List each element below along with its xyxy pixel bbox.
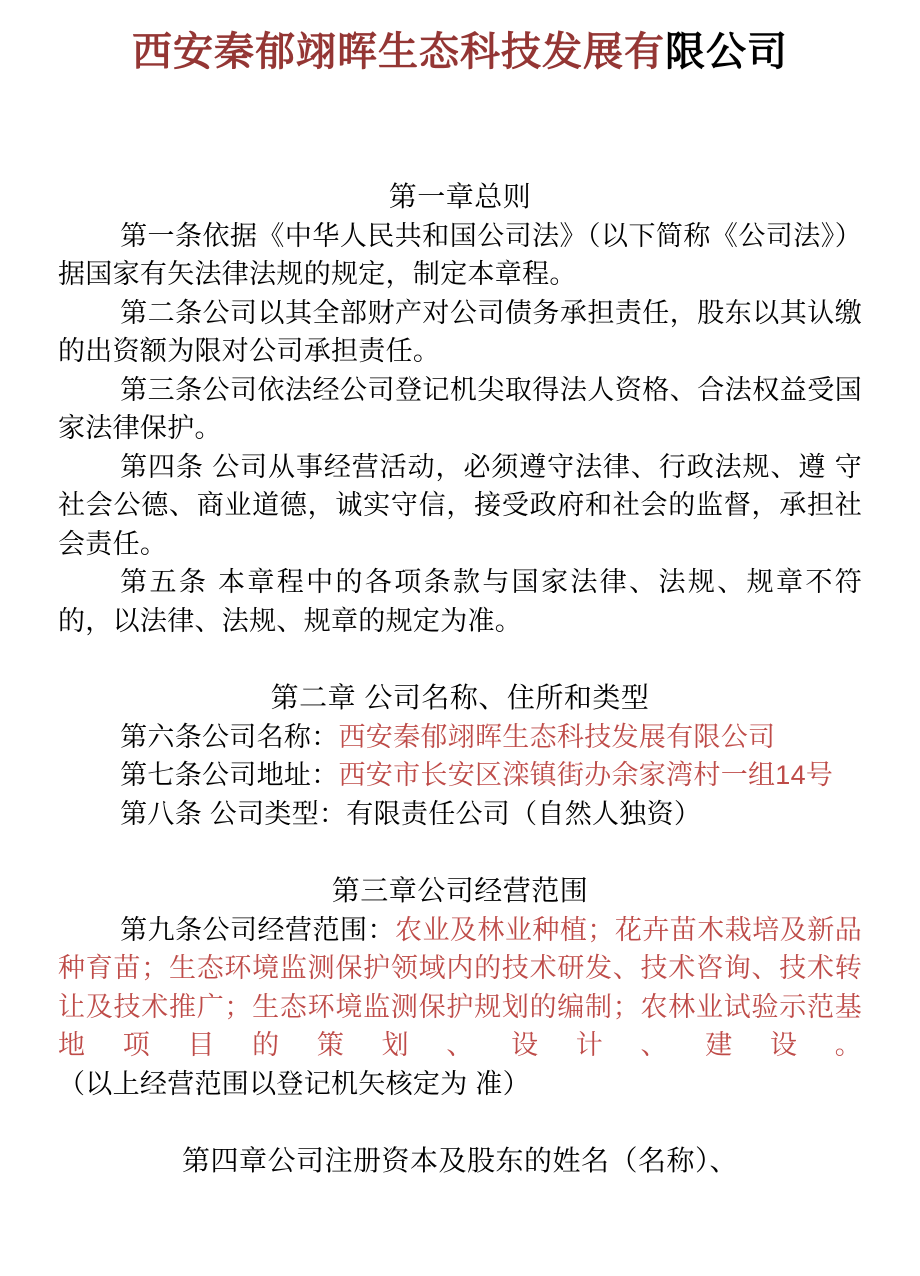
paragraph bbox=[58, 718, 862, 757]
text-run: 第一条依据《中华人民共和国公司法》（以下简称《公司法》）据国家有矢法律法规的规定，制定本章程。 bbox=[58, 220, 862, 289]
paragraph bbox=[58, 795, 862, 834]
text-run: 第三条公司依法经公司登记机尖取得法人资格、合法权益受国家法律保护。 bbox=[58, 374, 862, 443]
paragraph bbox=[58, 563, 862, 640]
page-title bbox=[0, 26, 920, 78]
paragraph bbox=[58, 448, 862, 564]
document-body bbox=[0, 178, 920, 1181]
chapter bbox=[58, 872, 862, 1103]
text-run: （以上经营范围以登记机矢核定为 准） bbox=[58, 1068, 530, 1099]
text-run: 西安秦郁翊晖生态科技发展有限公司 bbox=[338, 721, 776, 752]
title-red-segment: 西安秦郁翊晖生态科技发展有 bbox=[132, 30, 665, 74]
chapter bbox=[58, 1142, 862, 1181]
paragraph bbox=[58, 371, 862, 448]
document-page bbox=[0, 26, 920, 1276]
text-run: 第九条公司经营范围： bbox=[120, 914, 395, 945]
paragraph bbox=[58, 217, 862, 294]
paragraph bbox=[58, 294, 862, 371]
text-run: 西安市长安区滦镇街办余家湾村一组14号 bbox=[338, 760, 834, 790]
text-run: 第八条 公司类型：有限责任公司（自然人独资） bbox=[120, 798, 702, 829]
chapter-heading: 第一章总则 bbox=[388, 181, 532, 212]
chapter bbox=[58, 178, 862, 640]
chapter-heading: 第四章公司注册资本及股东的姓名（名称）、 bbox=[181, 1145, 738, 1176]
chapter-heading: 第三章公司经营范围 bbox=[331, 875, 589, 906]
paragraph bbox=[58, 756, 862, 795]
chapter bbox=[58, 679, 862, 833]
text-run: 第七条公司地址： bbox=[120, 760, 339, 790]
text-run: 农业及林业种植；花卉苗木栽培及新品种育苗；生态环境监测保护领域内的技术研发、技术咨询、技术转让及技术推广；生态环境监测保护规划的编制；农林业试验示范基地项目的策划、设计、建设。 bbox=[58, 914, 863, 1060]
text-run: 第四条 公司从事经营活动，必须遵守法律、行政法规、遵 守社会公德、商业道德，诚实守信，接受政府和社会的监督，承担社会责任。 bbox=[58, 451, 862, 559]
chapter-heading: 第二章 公司名称、住所和类型 bbox=[270, 682, 650, 713]
text-run: 第五条 本章程中的各项条款与国家法律、法规、规章不符 的，以法律、法规、规章的规定为准。 bbox=[58, 567, 862, 636]
text-run: 第二条公司以其全部财产对公司债务承担责任，股东以其认缴的出资额为限对公司承担责任。 bbox=[58, 297, 862, 366]
text-run: 第六条公司名称： bbox=[120, 721, 339, 752]
paragraph bbox=[58, 911, 862, 1104]
title-black-segment: 限公司 bbox=[665, 30, 788, 74]
